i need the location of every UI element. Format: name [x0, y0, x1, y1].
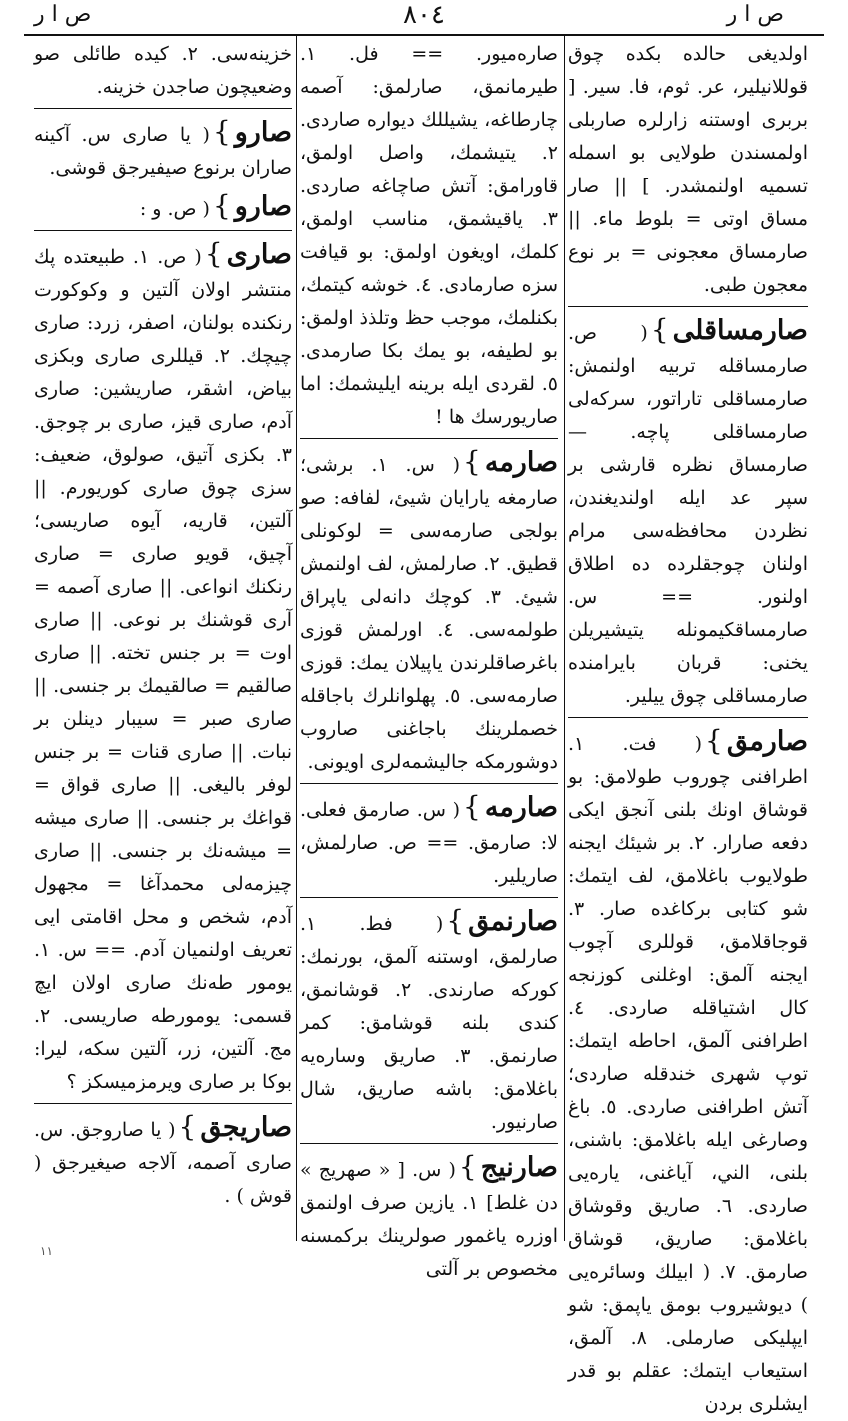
- column-divider-right: [564, 36, 565, 1241]
- dictionary-entry: [568, 724, 808, 1421]
- dictionary-entry: [34, 1110, 292, 1213]
- headword: صاری: [226, 239, 292, 270]
- entry-definition: ( ص. صارمساقله تربیه اولنمش: صا‌رمساقلی تاراتور، سرکه‌لی صار‌مساقلی پاچه. — صارمساق نظره قارشی بر سپر عد ایله او‌لندیغندن، نظردن محافظه‌سی مرام اولنان چوجقلرده ده اطلاق اولنور. == س. صارمساقکیمونله یتیشیریلن یخنی: قربان بایرامنده صارمساقلی چوق ییلیر.: [568, 322, 808, 707]
- brace-mark: }: [463, 790, 481, 823]
- entry-separator: [300, 1143, 558, 1144]
- entry-definition: ( فط. ١. صارلمق، او‌ستنه آلمق، بورنمك: کورکه صارندی. ٢. قوشانمق، کندی بلنه قوشامق: کمر صارنمق. ٣. صاریق وساره‌یه باغلامق: باشه صاریق، شال صارنیور.: [300, 913, 559, 1133]
- headword: صارمه: [484, 447, 558, 478]
- footer-mark: ١١: [40, 1244, 53, 1258]
- dictionary-entry: [34, 237, 292, 1099]
- dictionary-entry: [34, 189, 292, 226]
- headword: صارو: [234, 191, 292, 222]
- brace-mark: }: [446, 904, 465, 937]
- brace-mark: }: [212, 115, 231, 148]
- entry-separator: [34, 108, 292, 109]
- entry-definition: ( ص. و :: [139, 198, 210, 220]
- left-running-head: ص ا ر: [34, 2, 92, 27]
- entry-separator: [300, 897, 558, 898]
- continued-entry: صاره‌میور. == فل. ١. طیر‌مانمق، صارلمق: آصمه چارطاغه، یشیللك دیواره صاردی. ٢. یتیشمك، واصل اولمق، قاورا‌مق: آتش صاچاغه صاردی. ٣. یاقیشمق، مناسب اولمق، کلمك، اویغون اولمق: بو قیافت سزه صارمادی. ٤. خوشه کیتمك، بکنلمك، موجب حظ وتلذذ اولمق: بو لطیفه، بو یمك بکا صارمدی. ٥. لقردی ایله برینه ایلیشمك: اما صاریور‌سك ها !: [300, 43, 558, 428]
- right-running-head: ص ا ر: [726, 2, 784, 27]
- dictionary-entry: [300, 904, 558, 1139]
- entry-separator: [300, 783, 558, 784]
- entry-definition: ( س. ١. برشی؛ صارمغه یارایان شیئ، لفافه: صو بولجی صارمه‌سی = لوکونلی قطیق. ٢. صارلمش، لف او‌لنمش شیئ. ٣. کوچك دانه‌لی یاپراق طولمه‌سی. ٤. اورلمش قوزی باغرصاقلرندن یاپیلان یمك: قوزی صارمه‌سی. ٥. پهلوانلرك باجاقله خصملرینك باجاغنی صاروب دوشورمکه جالیشمه‌لری اویونی.: [300, 454, 558, 773]
- brace-mark: }: [705, 724, 723, 757]
- brace-mark: }: [458, 1150, 477, 1183]
- entry-definition: ( یا صاروجق. س. صاری آصمه، آلاجه صیغیرجق ( قوش ) .: [34, 1119, 292, 1207]
- column-left: [34, 38, 292, 1243]
- entry-separator: [34, 1103, 292, 1104]
- column-right: [568, 38, 809, 1415]
- dictionary-entry: [300, 1150, 558, 1286]
- dictionary-entry: [568, 313, 808, 713]
- entry-definition: ( فت. ١. اطرافنی چو‌روب طولامق: بو قوشاق اونك بلنی آنجق ایکی دفعه صارار. ٢. بر شیئك ایجنه طولایوب باغلامق، لف ایتمك: شو کتابی برکاغده صار. ٣. قوجاقلامق، قوللری آچوب ایجنه آلمق: اوغلنی کوزنجه کال اشتیاقله صاردی. ٤. اطرافنی آلمق، احاطه ایتمك: توپ شهری خندقله صاردی؛ آتش اطرا‌فنی صاردی. ٥. باغ وصارغی ایله باغلامق: باشنی، بلنی، الني، آیاغنی، یاره‌یی صاردی. ٦. صاریق وقوشاق باغلامق: صاریق، قوشاق صارمق. ٧. ( ابیلك وسائره‌یی ) دیوشیروب بومق یاپمق: شو ایپلیکی صار‌ملی. ٨. آلمق، استیعاب ایتمك: عقلم بو قدر ایشلری بردن: [568, 733, 809, 1415]
- brace-mark: }: [463, 445, 481, 478]
- page-header: [24, 0, 824, 34]
- headword: صارمق: [726, 726, 808, 757]
- entry-separator: [568, 717, 808, 718]
- dictionary-entry: [300, 445, 558, 779]
- entry-definition: ( س. [ « صهریج » دن غلط] ١. یازین صرف اولنمق اوزره یاغمور صولرینك برکمسنه مخصوص بر آلتی: [300, 1159, 558, 1280]
- entry-separator: [300, 438, 558, 439]
- brace-mark: }: [178, 1110, 197, 1143]
- continued-entry: اولدیغی حالده بکده چوق قو‌للانیلیر، عر. ثوم، فا. سیر. [ بربری اوستنه زارلره صاربلی اولمسندن طولایی بو اسمله تسمیه اولنمشدر. ] || صار مساق اوتی = بلوط ماء. || صارمساق معجونی = بر نوع معجون طبی.: [568, 43, 808, 296]
- entry-definition: ( ص. ١. طبیعتده پك منتشر اولان آلتین و وکوکورت رنکنده بولنان، اصفر، زرد: صاری چیچك. ٢. قیللری صاری وبکزی بیاض، اشقر، صاریشین: صاری آدم، صاری قیز، صاری بر چوجق. ٣. بکزی آتیق، صو‌لوق، ضعیف: سزی چوق صا‌ری کوریورم. || آلتین، قاریه، آیوه صاریسی؛ آچیق، قویو صاری = صاری رنکنك انواعی. || صاری آصمه = آری قوشنك بر نوعی. || صاری اوت = بر جنس تخته. || صاری صالقیم = صالقیمك بر جنسی. || صاری صبر = سیبار دینلن بر نبات. || صاری قنات = بر جنس لوفر بالیغی. || صاری قواق = قواغك بر جنسی. || صاری میشه = میشه‌نك بر جنسی. || صاری چیزمه‌لی محمدآغا = مجهول آدم، شخص و محل اقامتی ایی تعریف اولنمیان آدم. == س. ١. یومور طه‌نك صاری اولان ایچ قسمی: یومور‌طه صاریسی. ٢. مج. آلتین، زر، آلتین سکه، لیرا: بوکا بر صاری ویرمزمیسکز ؟: [34, 246, 292, 1093]
- headword: صارنیج: [480, 1152, 558, 1183]
- entry-definition: ( س. صارمق فعلی. لا: صارمق. == ص. صا‌رلمش، صاریلیر.: [300, 799, 558, 887]
- headword: صارنمق: [468, 906, 558, 937]
- entry-separator: [34, 230, 292, 231]
- entry-definition: ( یا صاری س. آکینه صاران برنوع صیفیرجق قوشی.: [34, 124, 292, 179]
- brace-mark: }: [650, 313, 669, 346]
- brace-mark: }: [212, 189, 231, 222]
- headword: صارو: [234, 117, 292, 148]
- dictionary-entry: [34, 115, 292, 185]
- brace-mark: }: [204, 237, 223, 270]
- headword: صاریجق: [200, 1112, 292, 1143]
- entry-separator: [568, 306, 808, 307]
- headword: صارمه: [484, 792, 558, 823]
- headword: صارمساقلی: [672, 315, 808, 346]
- column-middle: [300, 38, 559, 1280]
- page-number: ٨٠٤: [403, 0, 445, 30]
- continued-entry: خزینه‌سی. ٢. کیده طائلی صو وضعیچون صاجدن خزینه.: [34, 43, 293, 98]
- header-rule: [24, 34, 824, 36]
- dictionary-entry: [300, 790, 558, 893]
- column-divider-left: [296, 36, 297, 1241]
